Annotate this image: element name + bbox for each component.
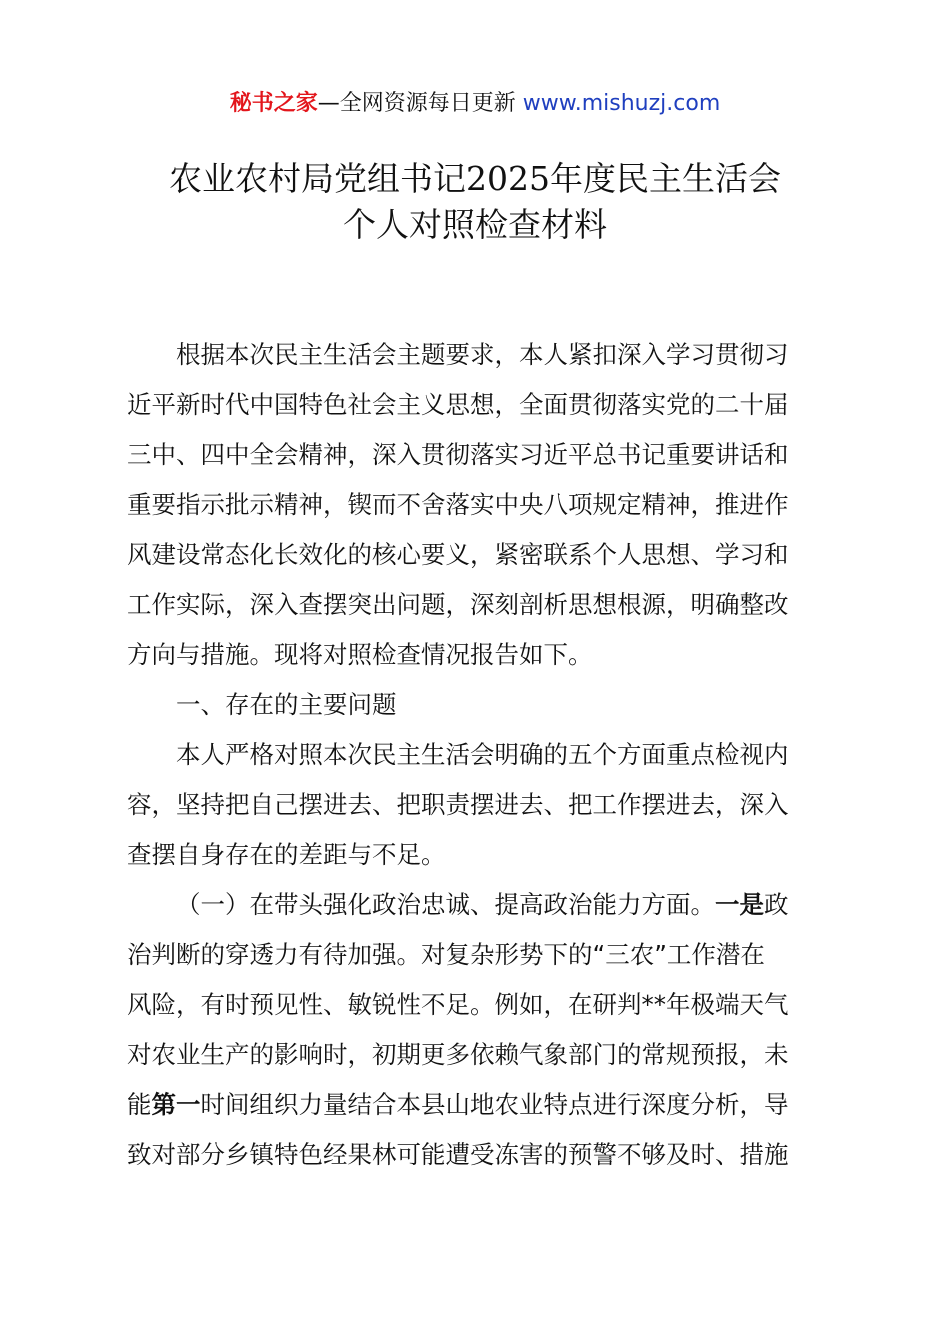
text-line: 致对部分乡镇特色经果林可能遭受冻害的预警不够及时、措施 xyxy=(127,1140,789,1169)
intro-paragraph xyxy=(127,330,831,680)
bold-marker: 一是 xyxy=(715,890,764,919)
banner-url[interactable]: www.mishuzj.com xyxy=(522,91,721,116)
title-line-2: 个人对照检查材料 xyxy=(343,205,607,244)
text-line: 查摆自身存在的差距与不足。 xyxy=(127,840,446,869)
text-fragment: 政 xyxy=(764,890,789,919)
text-line: 工作实际，深入查摆突出问题，深刻剖析思想根源，明确整改 xyxy=(127,590,789,619)
document-body xyxy=(127,330,831,1180)
text-line: 三中、四中全会精神，深入贯彻落实习近平总书记重要讲话和 xyxy=(127,440,789,469)
document-title xyxy=(0,156,950,248)
text-line: 近平新时代中国特色社会主义思想，全面贯彻落实党的二十届 xyxy=(127,390,789,419)
text-fragment: 能 xyxy=(127,1090,152,1119)
section-paragraph xyxy=(127,730,831,880)
text-fragment: 时间组织力量结合本县山地农业特点进行深度分析，导 xyxy=(200,1090,789,1119)
text-line: 容，坚持把自己摆进去、把职责摆进去、把工作摆进去，深入 xyxy=(127,790,789,819)
text-line: 风险，有时预见性、敏锐性不足。例如，在研判**年极端天气 xyxy=(127,990,789,1019)
text-line: 方向与措施。现将对照检查情况报告如下。 xyxy=(127,640,593,669)
text-line: 治判断的穿透力有待加强。对复杂形势下的“三农”工作潜在 xyxy=(127,940,765,969)
text-line: 本人严格对照本次民主生活会明确的五个方面重点检视内 xyxy=(176,740,789,769)
text-line: 根据本次民主生活会主题要求，本人紧扣深入学习贯彻习 xyxy=(176,340,789,369)
text-line: 对农业生产的影响时，初期更多依赖气象部门的常规预报，未 xyxy=(127,1040,789,1069)
site-banner xyxy=(0,86,950,122)
banner-tagline: —全网资源每日更新 xyxy=(317,91,516,116)
subsection-heading: （一）在带头强化政治忠诚、提高政治能力方面。 xyxy=(176,890,715,919)
title-line-1: 农业农村局党组书记2025年度民主生活会 xyxy=(169,159,781,198)
text-line: 风建设常态化长效化的核心要义，紧密联系个人思想、学习和 xyxy=(127,540,789,569)
text-line xyxy=(127,1080,831,1130)
banner-brand: 秘书之家 xyxy=(229,91,318,116)
section-heading: 一、存在的主要问题 xyxy=(176,690,397,719)
text-line xyxy=(127,880,831,930)
bold-marker: 第一 xyxy=(151,1090,201,1119)
subsection-paragraph xyxy=(127,880,831,1180)
text-line: 重要指示批示精神，锲而不舍落实中央八项规定精神，推进作 xyxy=(127,490,789,519)
